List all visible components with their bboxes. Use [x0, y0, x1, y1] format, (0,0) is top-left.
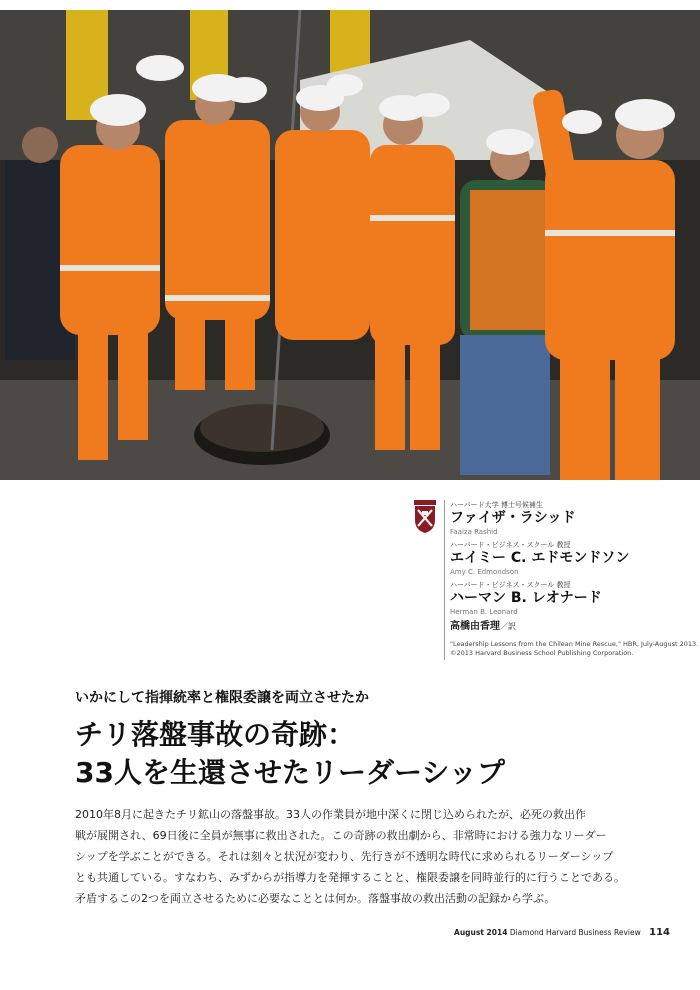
hero-photo	[0, 10, 700, 480]
author-role: ハーバード大学 博士号候補生	[450, 501, 543, 509]
author-roman-name: Herman B. Leonard	[450, 608, 518, 616]
author-name: ファイザ・ラシッド	[450, 510, 576, 526]
author-list	[450, 500, 699, 658]
translator-suffix: ／訳	[500, 622, 516, 631]
author-2	[450, 540, 684, 577]
page-footer	[454, 927, 670, 938]
author-role: ハーバード・ビジネス・スクール 教授	[450, 581, 571, 589]
credit-line-2: ©2013 Harvard Business School Publishing Corporation.	[450, 649, 634, 657]
lead-line: シップを学ぶことができる。それは刻々と状況が変わり、先行きが不透明な時代に求められるリーダーシップ	[75, 850, 614, 863]
translator	[450, 620, 684, 634]
author-divider	[444, 500, 445, 660]
page-number: 114	[649, 927, 670, 938]
lead-line: 2010年8月に起きたチリ鉱山の落盤事故。33人の作業員が地中深くに閉じ込められたが、必死の救出作	[75, 808, 586, 821]
translator-name: 高橋由香理	[450, 621, 500, 632]
article-title	[75, 716, 635, 792]
author-roman-name: Amy C. Edmondson	[450, 568, 519, 576]
title-line-1: チリ落盤事故の奇跡：	[75, 718, 356, 751]
author-name: ハーマン B. レオナード	[450, 590, 602, 606]
lead-line: とも共通している。すなわち、みずからが指導力を発揮することと、権限委譲を同時並行的に行うことである。	[75, 871, 625, 884]
author-3	[450, 580, 684, 617]
rescue-crew-illustration	[0, 10, 700, 480]
title-line-2: 33人を生還させたリーダーシップ	[75, 756, 505, 789]
issue-month: August 2014	[454, 928, 508, 937]
credit-line-1: "Leadership Lessons from the Chilean Mine Rescue," HBR, July-August 2013.	[450, 640, 699, 648]
original-credit	[450, 640, 699, 658]
author-1	[450, 500, 684, 537]
hbs-crest-logo	[414, 500, 436, 534]
lead-line: 戦が展開され、69日後に全員が無事に救出された。この奇跡の救出劇から、非常時における強力なリーダー	[75, 829, 607, 842]
magazine-name: Diamond Harvard Business Review	[509, 928, 641, 937]
article-kicker: いかにして指揮統率と権限委譲を両立させたか	[75, 690, 369, 706]
lead-line: 矛盾するこの2つを両立させるために必要なこととは何か。落盤事故の救出活動の記録から学ぶ。	[75, 892, 556, 905]
article-lead	[75, 804, 635, 909]
author-roman-name: Faaiza Rashid	[450, 528, 498, 536]
author-name: エイミー C. エドモンドソン	[450, 550, 630, 566]
author-role: ハーバード・ビジネス・スクール 教授	[450, 541, 571, 549]
author-block	[414, 500, 699, 660]
